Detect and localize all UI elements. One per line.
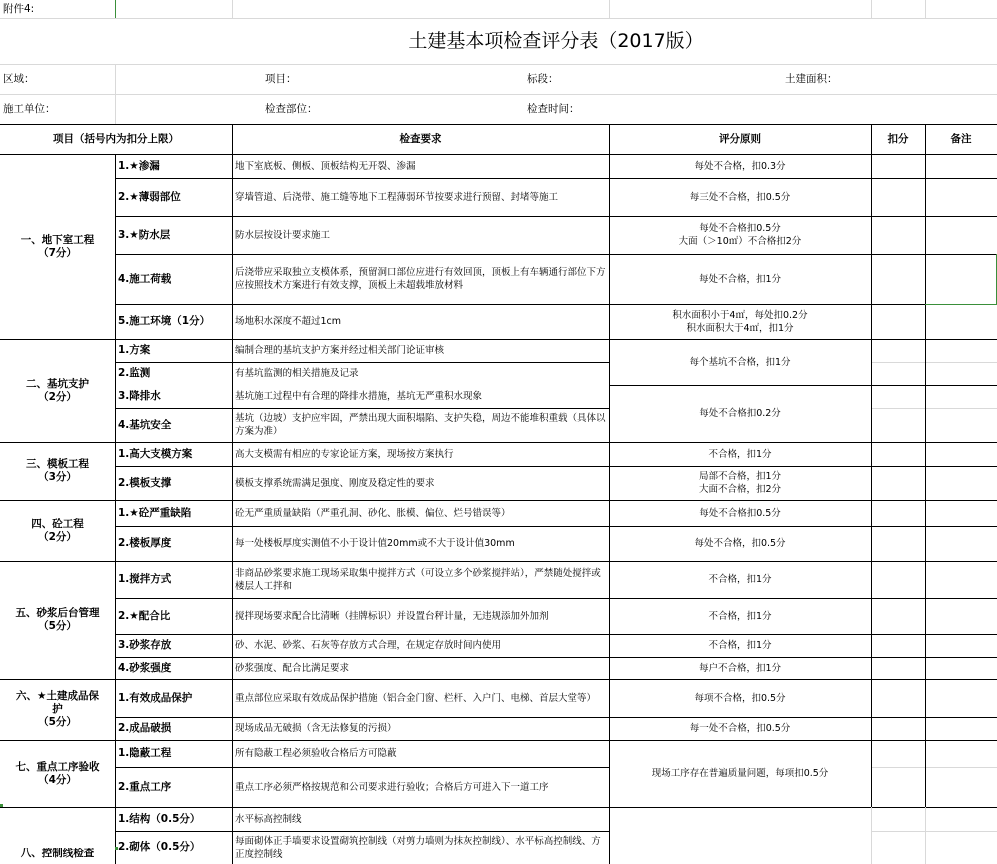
- req-concrete-defect: 砼无严重质量缺陷（严重孔洞、砂化、胀模、偏位、烂号错误等）: [235, 507, 511, 519]
- req-monitoring: 有基坑监测的相关措施及记录: [235, 368, 359, 379]
- item-mix-ratio: 2.★配合比: [118, 609, 171, 622]
- item-mortar-strength: 4.砂浆强度: [118, 661, 172, 674]
- item-plan: 1.方案: [118, 344, 151, 356]
- group-key-process: 七、重点工序验收 （4分）: [15, 760, 100, 786]
- group-concrete: 四、砼工程 （2分）: [31, 517, 84, 543]
- contractor-label: 施工单位：: [3, 102, 56, 115]
- item-formwork-support: 2.模板支撑: [118, 476, 172, 489]
- req-weak-parts: 穿墙管道、后浇带、施工缝等地下工程薄弱环节按要求进行预留、封堵等施工: [235, 191, 559, 203]
- item-structure: 1.结构（0.5分）: [118, 812, 201, 825]
- rule-drainage-safety: 每处不合格扣0.2分: [699, 408, 781, 419]
- req-pit-safety: 基坑（边坡）支护应牢固，严禁出现大面积塌陷、支护失稳，周边不能堆积重载（具体以方案为准）: [235, 413, 606, 437]
- section-label: 标段：: [527, 72, 559, 85]
- region-label: 区域：: [3, 72, 35, 85]
- rule-leakage: 每处不合格，扣0.3分: [694, 160, 786, 172]
- req-mortar-strength: 砂浆强度、配合比满足要求: [235, 662, 350, 674]
- rule-plan-monitoring: 每个基坑不合格，扣1分: [689, 356, 791, 368]
- rule-weak-parts: 每三处不合格，扣0.5分: [689, 191, 791, 203]
- area-label: 土建面积：: [785, 72, 838, 85]
- sheet-title: 土建基本项检查评分表（2017版）: [408, 29, 704, 52]
- group-pit-support: 二、基坑支护 （2分）: [26, 377, 89, 403]
- req-damage: 现场成品无破损（含无法修复的污损）: [235, 723, 397, 734]
- project-label: 项目：: [265, 72, 297, 85]
- req-masonry: 每面砌体正手墙要求设置砌筑控制线（对剪力墙则为抹灰控制线）、水平标高控制线、方正度控制线: [235, 835, 601, 860]
- item-protection: 1.有效成品保护: [118, 691, 193, 704]
- rule-mortar-strength: 每户不合格，扣1分: [698, 662, 782, 674]
- item-waterproof: 3.★防水层: [118, 228, 171, 241]
- item-high-formwork: 1.高大支模方案: [118, 447, 193, 460]
- req-mix-ratio: 搅拌现场要求配合比清晰（挂牌标识）并设置台秤计量，无违规添加外加剂: [235, 610, 549, 622]
- item-mortar-storage: 3.砂浆存放: [118, 639, 172, 651]
- rule-load: 每处不合格，扣1分: [698, 273, 782, 285]
- req-mortar-storage: 砂、水泥、砂浆、石灰等存放方式合理，在规定存放时间内使用: [235, 640, 502, 651]
- header-requirement: 检查要求: [399, 132, 442, 145]
- rule-mixing: 不合格，扣1分: [708, 574, 772, 585]
- rule-mortar-storage: 不合格，扣1分: [708, 640, 772, 651]
- item-drainage: 3.降排水: [118, 390, 161, 402]
- req-slab-thickness: 每一处楼板厚度实测值不小于设计值20mm或不大于设计值30mm: [235, 538, 515, 549]
- rule-hidden-key-process: 现场工序存在普遍质量问题，每项扣0.5分: [651, 768, 829, 779]
- item-environment: 5.施工环境（1分）: [118, 315, 211, 327]
- req-load: 后浇带应采取独立支模体系，预留洞口部位应进行有效回顶，顶板上有车辆通行部位下方应按照技术方案进行有效支撑，顶板上未超载堆放材料: [235, 267, 606, 291]
- inspection-part-label: 检查部位：: [265, 102, 318, 115]
- req-protection: 重点部位应采取有效成品保护措施（铝合金门窗、栏杆、入户门、电梯、首层大堂等）: [235, 692, 597, 704]
- req-key-process: 重点工序必须严格按规范和公司要求进行验收；合格后方可进入下一道工序: [235, 781, 549, 793]
- inspection-time-label: 检查时间：: [527, 102, 580, 115]
- header-item: 项目（括号内为扣分上限）: [53, 132, 179, 145]
- group-product-protection: 六、★土建成品保 护 （5分）: [16, 690, 99, 728]
- item-load: 4.施工荷载: [118, 272, 172, 285]
- rule-concrete-defect: 每处不合格扣0.5分: [699, 507, 781, 519]
- req-plan: 编制合理的基坑支护方案并经过相关部门论证审核: [235, 345, 445, 356]
- rule-environment: 积水面积小于4㎡，每处扣0.2分 积水面积大于4㎡，扣1分: [672, 309, 808, 334]
- req-structure: 水平标高控制线: [235, 813, 302, 825]
- item-hidden-works: 1.隐蔽工程: [118, 747, 172, 759]
- rule-formwork-support: 局部不合格，扣1分 大面不合格，扣2分: [698, 471, 782, 495]
- req-waterproof: 防水层按设计要求施工: [235, 229, 331, 241]
- req-high-formwork: 高大支模需有相应的专家论证方案，现场按方案执行: [235, 448, 454, 460]
- rule-damage: 每一处不合格，扣0.5分: [689, 723, 791, 734]
- group-basement: 一、地下室工程 （7分）: [20, 233, 95, 259]
- rule-protection: 每项不合格，扣0.5分: [694, 692, 786, 704]
- rule-slab-thickness: 每处不合格，扣0.5分: [694, 538, 786, 549]
- item-masonry: 2.砌体（0.5分）: [118, 841, 201, 853]
- req-mixing: 非商品砂浆要求施工现场采取集中搅拌方式（可设立多个砂浆搅拌站），严禁随处搅拌或楼层人工拌和: [235, 567, 601, 592]
- rule-mix-ratio: 不合格，扣1分: [708, 610, 772, 622]
- req-leakage: 地下室底板、侧板、顶板结构无开裂、渗漏: [235, 160, 416, 172]
- header-principle: 评分原则: [719, 132, 761, 145]
- req-drainage: 基坑施工过程中有合理的降排水措施，基坑无严重积水现象: [235, 391, 483, 402]
- item-key-process: 2.重点工序: [118, 780, 172, 793]
- item-leakage: 1.★渗漏: [118, 159, 160, 172]
- group-mortar: 五、砂浆后台管理 （5分）: [15, 607, 100, 632]
- item-damage: 2.成品破损: [118, 722, 172, 734]
- group-control-line: 八、控制线检查: [20, 848, 95, 859]
- item-mixing: 1.搅拌方式: [118, 573, 172, 585]
- group-formwork: 三、模板工程 （3分）: [26, 458, 89, 483]
- header-remark: 备注: [950, 132, 972, 145]
- rule-high-formwork: 不合格，扣1分: [708, 448, 772, 460]
- item-monitoring: 2.监测: [118, 367, 151, 379]
- header-deduction: 扣分: [887, 132, 909, 145]
- item-weak-parts: 2.★薄弱部位: [118, 190, 181, 203]
- item-slab-thickness: 2.楼板厚度: [118, 537, 172, 549]
- item-concrete-defect: 1.★砼严重缺陷: [118, 506, 192, 519]
- attachment-label: 附件4:: [3, 2, 35, 15]
- rule-waterproof: 每处不合格扣0.5分 大面（＞10㎡）不合格扣2分: [678, 223, 802, 247]
- req-formwork-support: 模板支撑系统需满足强度、刚度及稳定性的要求: [235, 477, 435, 489]
- req-environment: 场地积水深度不超过1cm: [235, 316, 342, 327]
- item-pit-safety: 4.基坑安全: [118, 418, 172, 431]
- req-hidden-works: 所有隐蔽工程必须验收合格后方可隐蔽: [235, 748, 397, 759]
